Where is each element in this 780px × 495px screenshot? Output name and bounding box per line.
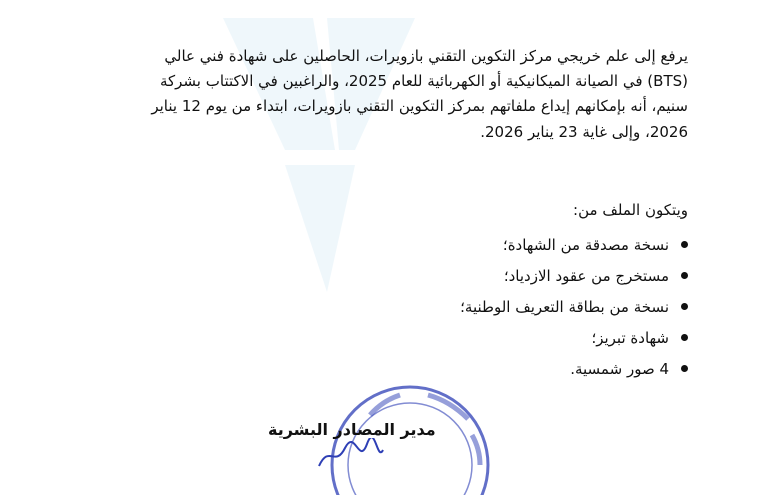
- bullet-icon: [681, 303, 688, 310]
- file-items-list: [460, 229, 688, 384]
- paragraph-line: 2026، وإلى غاية 23 يناير 2026.: [480, 122, 688, 141]
- announcement-paragraph: [92, 44, 688, 145]
- list-item-label: نسخة من بطاقة التعريف الوطنية؛: [460, 297, 669, 316]
- signature-title: مدير المصادر البشرية: [268, 420, 436, 439]
- list-item-label: نسخة مصدقة من الشهادة؛: [502, 235, 669, 254]
- paragraph-line: يرفع إلى علم خريجي مركز التكوين التقني بازويرات، الحاصلين على شهادة فني عالي: [164, 47, 688, 65]
- bullet-icon: [681, 365, 688, 372]
- list-item: [460, 291, 688, 322]
- signature-icon: [315, 438, 385, 470]
- list-item-label: 4 صور شمسية.: [570, 359, 669, 378]
- list-item: [460, 322, 688, 353]
- list-item-label: شهادة تبريز؛: [591, 328, 669, 347]
- paragraph-line: سنيم، أنه بإمكانهم إيداع ملفاتهم بمركز التكوين التقني بازويرات، ابتداء من يوم 12 يناير: [151, 97, 688, 116]
- bullet-icon: [681, 241, 688, 248]
- bullet-icon: [681, 334, 688, 341]
- paragraph-line: (BTS) في الصيانة الميكانيكية أو الكهربائية للعام 2025، والراغبين في الاكتتاب بشركة: [159, 72, 688, 91]
- list-item-label: مستخرج من عقود الازدياد؛: [503, 266, 669, 285]
- file-intro: ويتكون الملف من:: [573, 201, 688, 219]
- list-item: [460, 229, 688, 260]
- list-item: [460, 260, 688, 291]
- bullet-icon: [681, 272, 688, 279]
